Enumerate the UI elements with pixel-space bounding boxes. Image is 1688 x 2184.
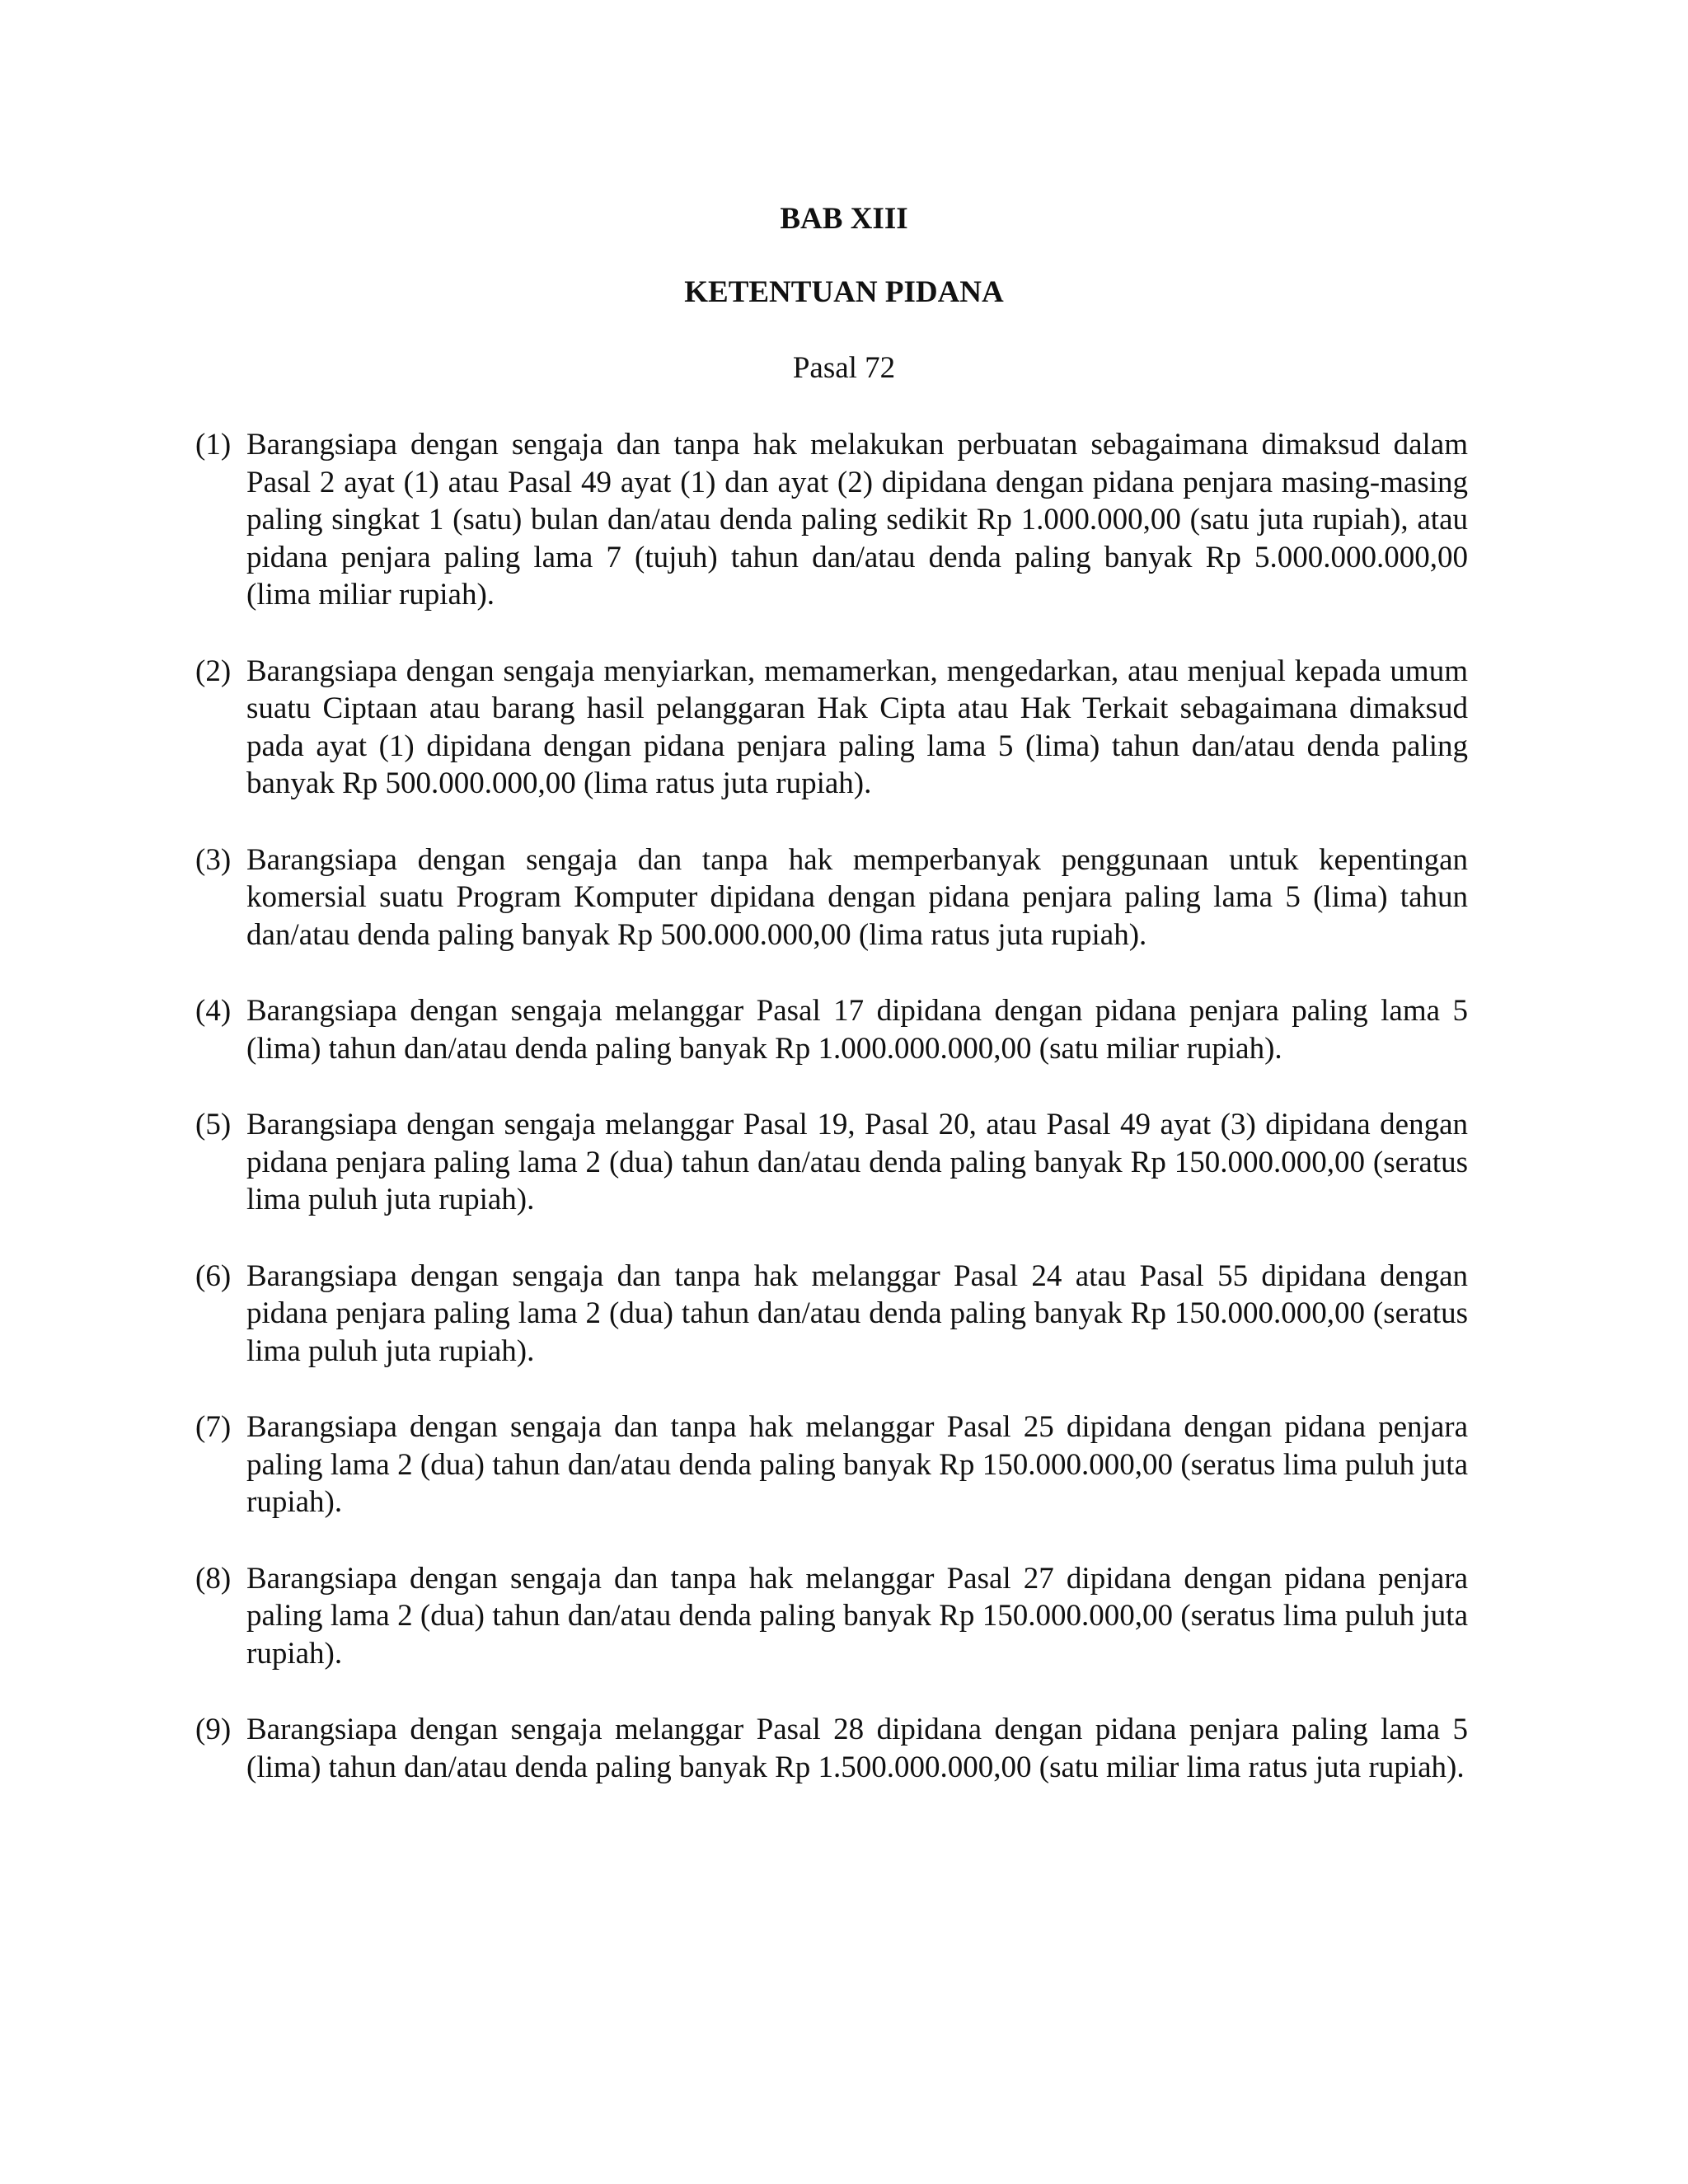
clause-number: (8): [195, 1561, 232, 1596]
clause-number: (5): [195, 1108, 232, 1141]
clause-number: (7): [195, 1410, 232, 1444]
clause-9: [195, 1711, 1468, 1786]
clause-list: [195, 426, 1468, 1825]
clause-text: Barangsiapa dengan sengaja dan tanpa hak memperbanyak penggunaan untuk kepentingan komersial suatu Program Komputer dipidana dengan pidana penjara paling lama 5 (lima) tahun dan/atau denda paling banyak Rp 500.000.000,00 (lima ratus juta rupiah).: [246, 842, 1468, 952]
clause-text: Barangsiapa dengan sengaja menyiarkan, memamerkan, mengedarkan, atau menjual kepada umum suatu Ciptaan atau barang hasil pelanggaran Hak Cipta atau Hak Terkait sebagaimana dimaksud pada ayat (1) dipidana dengan pidana penjara paling lama 5 (lima) tahun dan/atau denda paling banyak Rp 500.000.000,00 (lima ratus juta rupiah).: [246, 654, 1468, 800]
clause-5: [195, 1106, 1468, 1219]
clause-6: [195, 1258, 1468, 1371]
clause-4: [195, 992, 1468, 1067]
clause-text: Barangsiapa dengan sengaja melanggar Pasal 28 dipidana dengan pidana penjara paling lama 5 (lima) tahun dan/atau denda paling banyak Rp 1.500.000.000,00 (satu miliar lima ratus juta rupiah).: [246, 1713, 1468, 1784]
clause-2: [195, 653, 1468, 803]
clause-text: Barangsiapa dengan sengaja melanggar Pasal 19, Pasal 20, atau Pasal 49 ayat (3) dipidana dengan pidana penjara paling lama 2 (dua) tahun dan/atau denda paling banyak Rp 150.000.000,00 (seratus lima puluh juta rupiah).: [246, 1108, 1468, 1216]
clause-number: (9): [195, 1713, 232, 1746]
clause-number: (4): [195, 994, 232, 1028]
clause-1: [195, 426, 1468, 614]
clause-text: Barangsiapa dengan sengaja dan tanpa hak melanggar Pasal 24 atau Pasal 55 dipidana dengan pidana penjara paling lama 2 (dua) tahun dan/atau denda paling banyak Rp 150.000.000,00 (seratus lima puluh juta rupiah).: [246, 1258, 1468, 1368]
clause-7: [195, 1408, 1468, 1521]
clause-text: Barangsiapa dengan sengaja dan tanpa hak melakukan perbuatan sebagaimana dimaksud dalam Pasal 2 ayat (1) atau Pasal 49 ayat (1) dan ayat (2) dipidana dengan pidana penjara masing-masing paling singkat 1 (satu) bulan dan/atau denda paling sedikit Rp 1.000.000,00 (satu juta rupiah), atau pidana penjara paling lama 7 (tujuh) tahun dan/atau denda paling banyak Rp 5.000.000.000,00 (lima miliar rupiah).: [246, 428, 1468, 612]
chapter-title: KETENTUAN PIDANA: [684, 275, 1004, 309]
clause-text: Barangsiapa dengan sengaja dan tanpa hak melanggar Pasal 27 dipidana dengan pidana penjara paling lama 2 (dua) tahun dan/atau denda paling banyak Rp 150.000.000,00 (seratus lima puluh juta rupiah).: [246, 1561, 1468, 1671]
clause-3: [195, 841, 1468, 954]
clause-number: (1): [195, 428, 232, 462]
article-heading: Pasal 72: [792, 351, 896, 385]
clause-number: (3): [195, 842, 232, 877]
chapter-heading: BAB XIII: [780, 202, 908, 236]
clause-number: (2): [195, 654, 232, 688]
clause-text: Barangsiapa dengan sengaja melanggar Pasal 17 dipidana dengan pidana penjara paling lama 5 (lima) tahun dan/atau denda paling banyak Rp 1.000.000.000,00 (satu miliar rupiah).: [246, 994, 1468, 1066]
clause-text: Barangsiapa dengan sengaja dan tanpa hak melanggar Pasal 25 dipidana dengan pidana penjara paling lama 2 (dua) tahun dan/atau denda paling banyak Rp 150.000.000,00 (seratus lima puluh juta rupiah).: [246, 1410, 1468, 1519]
clause-8: [195, 1560, 1468, 1673]
clause-number: (6): [195, 1258, 232, 1293]
